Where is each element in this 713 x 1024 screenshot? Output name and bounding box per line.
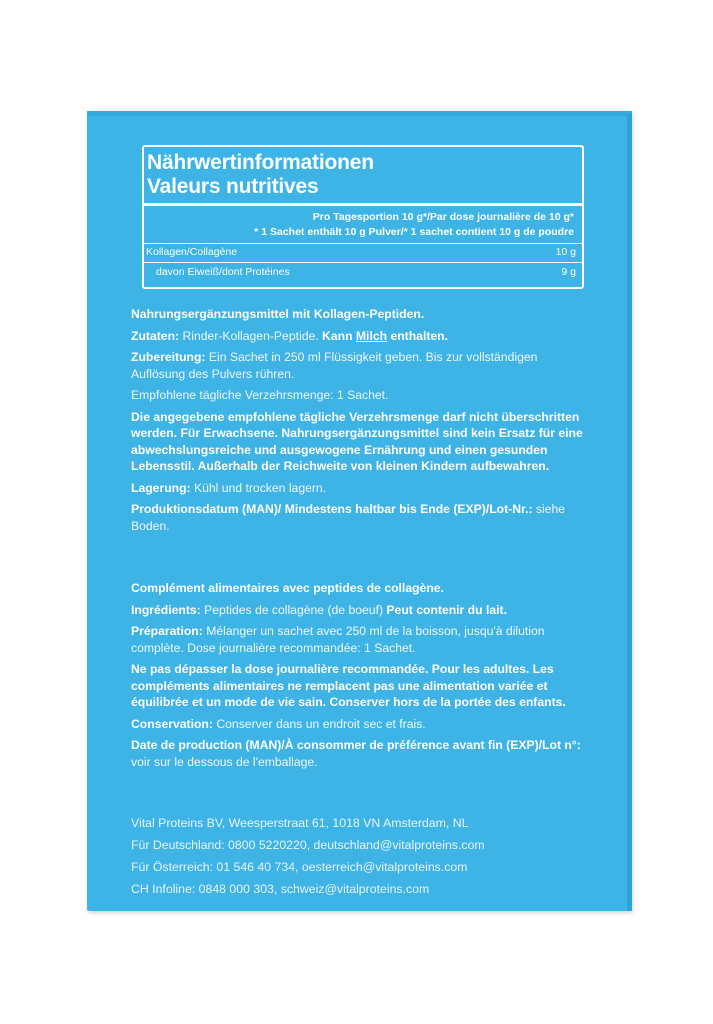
nutrition-title-de: Nährwertinformationen [147, 151, 374, 174]
fr-production [131, 737, 591, 770]
de-production [131, 501, 591, 534]
fr-intro: Complément alimentaires avec peptides de collagène. [131, 581, 444, 595]
fr-warning: Ne pas dépasser la dose journalière recommandée. Pour les adultes. Les compléments alimentaires ne remplacent pas une alimentation variée et équilibrée et un mode de vie sain. Conserver hors de la portée des enfants. [131, 662, 566, 709]
nutrition-title-fr: Valeurs nutritives [147, 175, 319, 198]
fr-production-text: voir sur le dessous de l'emballage. [131, 754, 318, 769]
contact-austria: Für Österreich: 01 546 40 734, oesterreich@vitalproteins.com [131, 860, 468, 874]
nutrition-rule [144, 262, 582, 263]
fr-production-label: Date de production (MAN)/À consommer de préférence avant fin (EXP)/Lot n°: [131, 738, 581, 752]
serving-info [254, 210, 574, 240]
nutrition-rule-thick [144, 203, 582, 206]
de-warning: Die angegebene empfohlene tägliche Verzehrsmenge darf nicht überschritten werden. Für Erwachsene. Nahrungsergänzungsmittel sind kein Ersatz für eine abwechslungsreiche und ausgewogene Ernährung und einen gesunden Lebensstil. Außerhalb der Reichweite von kleinen Kindern aufbewahren. [131, 409, 583, 473]
nutrition-rule [144, 243, 582, 244]
contact-germany: Für Deutschland: 0800 5220220, deutschland@vitalproteins.com [131, 838, 485, 852]
nutrition-row-label: Kollagen/Collagène [146, 246, 238, 258]
de-ingredients-label: Zutaten: [131, 328, 180, 343]
de-allergen-post: enthalten. [390, 328, 449, 343]
de-prep-label: Zubereitung: [131, 350, 206, 364]
de-storage [131, 480, 591, 497]
nutrition-row-value: 9 g [561, 266, 576, 278]
fr-ingredients-text: Peptides de collagène (de boeuf) [204, 602, 384, 617]
de-storage-label: Lagerung: [131, 480, 191, 495]
de-prep-text: Ein Sachet in 250 ml Flüssigkeit geben. Bis zur vollständigen Auflösung des Pulvers rühren. [131, 350, 538, 381]
fr-prep-text: Mélanger un sachet avec 250 ml de la boisson, jusqu'à dilution complète. Dose journalière recommandée: 1 Sachet. [131, 624, 545, 655]
fr-prep-label: Préparation: [131, 624, 203, 638]
de-storage-text: Kühl und trocken lagern. [193, 480, 327, 495]
de-dose: Empfohlene tägliche Verzehrsmenge: 1 Sachet. [131, 388, 389, 402]
fr-ingredients-label: Ingrédients: [131, 602, 201, 617]
nutrition-row-label: davon Eiweiß/dont Protéines [156, 266, 290, 278]
nutrition-row-protein [156, 266, 576, 278]
nutrition-title [147, 151, 374, 199]
nutrition-panel [142, 145, 584, 289]
contact-company: Vital Proteins BV, Weesperstraat 61, 1018 VN Amsterdam, NL [131, 816, 469, 830]
de-intro: Nahrungsergänzungsmittel mit Kollagen-Peptiden. [131, 307, 425, 321]
de-allergen-pre: Kann [322, 328, 353, 343]
fr-conservation [131, 716, 591, 733]
french-section [131, 580, 591, 770]
fr-allergen: Peut contenir du lait. [386, 602, 507, 617]
nutrition-row-value: 10 g [555, 246, 576, 258]
serving-line-2: * 1 Sachet enthält 10 g Pulver/* 1 sachet contient 10 g de poudre [254, 226, 574, 238]
fr-preparation [131, 623, 591, 656]
de-ingredients [131, 328, 591, 345]
fr-conservation-label: Conservation: [131, 716, 213, 731]
de-production-text: siehe Boden. [131, 502, 566, 533]
serving-line-1: Pro Tagesportion 10 g*/Par dose journalière de 10 g* [312, 211, 574, 223]
fr-ingredients [131, 602, 591, 619]
contact-switzerland: CH Infoline: 0848 000 303, schweiz@vitalproteins.com [131, 882, 430, 896]
de-preparation [131, 349, 591, 382]
de-ingredients-text: Rinder-Kollagen-Peptide. [182, 328, 319, 343]
nutrition-row-collagen [146, 246, 576, 258]
box-side-edge [627, 114, 632, 911]
de-production-label: Produktionsdatum (MAN)/ Mindestens haltbar bis Ende (EXP)/Lot-Nr.: [131, 502, 533, 516]
de-allergen: Milch [355, 328, 388, 343]
box-top-edge [87, 111, 632, 116]
fr-conservation-text: Conserver dans un endroit sec et frais. [216, 716, 426, 731]
german-section [131, 306, 591, 534]
